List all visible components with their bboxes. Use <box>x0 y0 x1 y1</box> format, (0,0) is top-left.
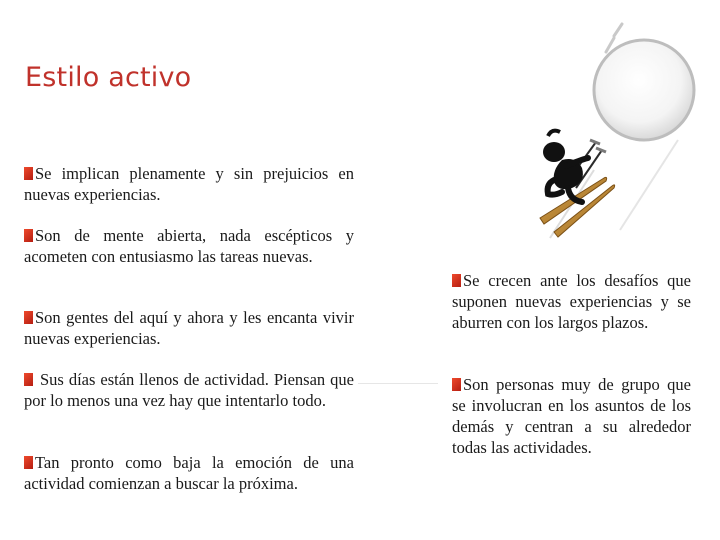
left-item-1: Se implican plenamente y sin prejuicios en nuevas experiencias. <box>24 164 354 204</box>
divider <box>358 383 438 384</box>
bullet-icon <box>24 311 33 324</box>
skier-with-snowball-icon <box>510 10 710 250</box>
bullet-icon <box>24 229 33 242</box>
right-item-1: Se crecen ante los desafíos que suponen nuevas experiencias y se aburren con los largos plazos. <box>452 271 691 332</box>
left-item-4: Sus días están llenos de actividad. Piensan que por lo menos una vez hay que intentarlo todo. <box>24 370 354 410</box>
left-item-3: Son gentes del aquí y ahora y les encanta vivir nuevas experiencias. <box>24 308 354 348</box>
bullet-icon <box>24 456 33 469</box>
left-item-5: Tan pronto como baja la emoción de una actividad comienzan a buscar la próxima. <box>24 453 354 493</box>
bullet-icon <box>452 274 461 287</box>
right-item-2: Son personas muy de grupo que se involucran en los asuntos de los demás y centran a su alrededor todas las actividades. <box>452 375 691 457</box>
bullet-icon <box>452 378 461 391</box>
bullet-icon <box>24 373 33 386</box>
slide-title: Estilo activo <box>25 62 192 93</box>
bullet-icon <box>24 167 33 180</box>
left-item-2: Son de mente abierta, nada escépticos y acometen con entusiasmo las tareas nuevas. <box>24 226 354 266</box>
